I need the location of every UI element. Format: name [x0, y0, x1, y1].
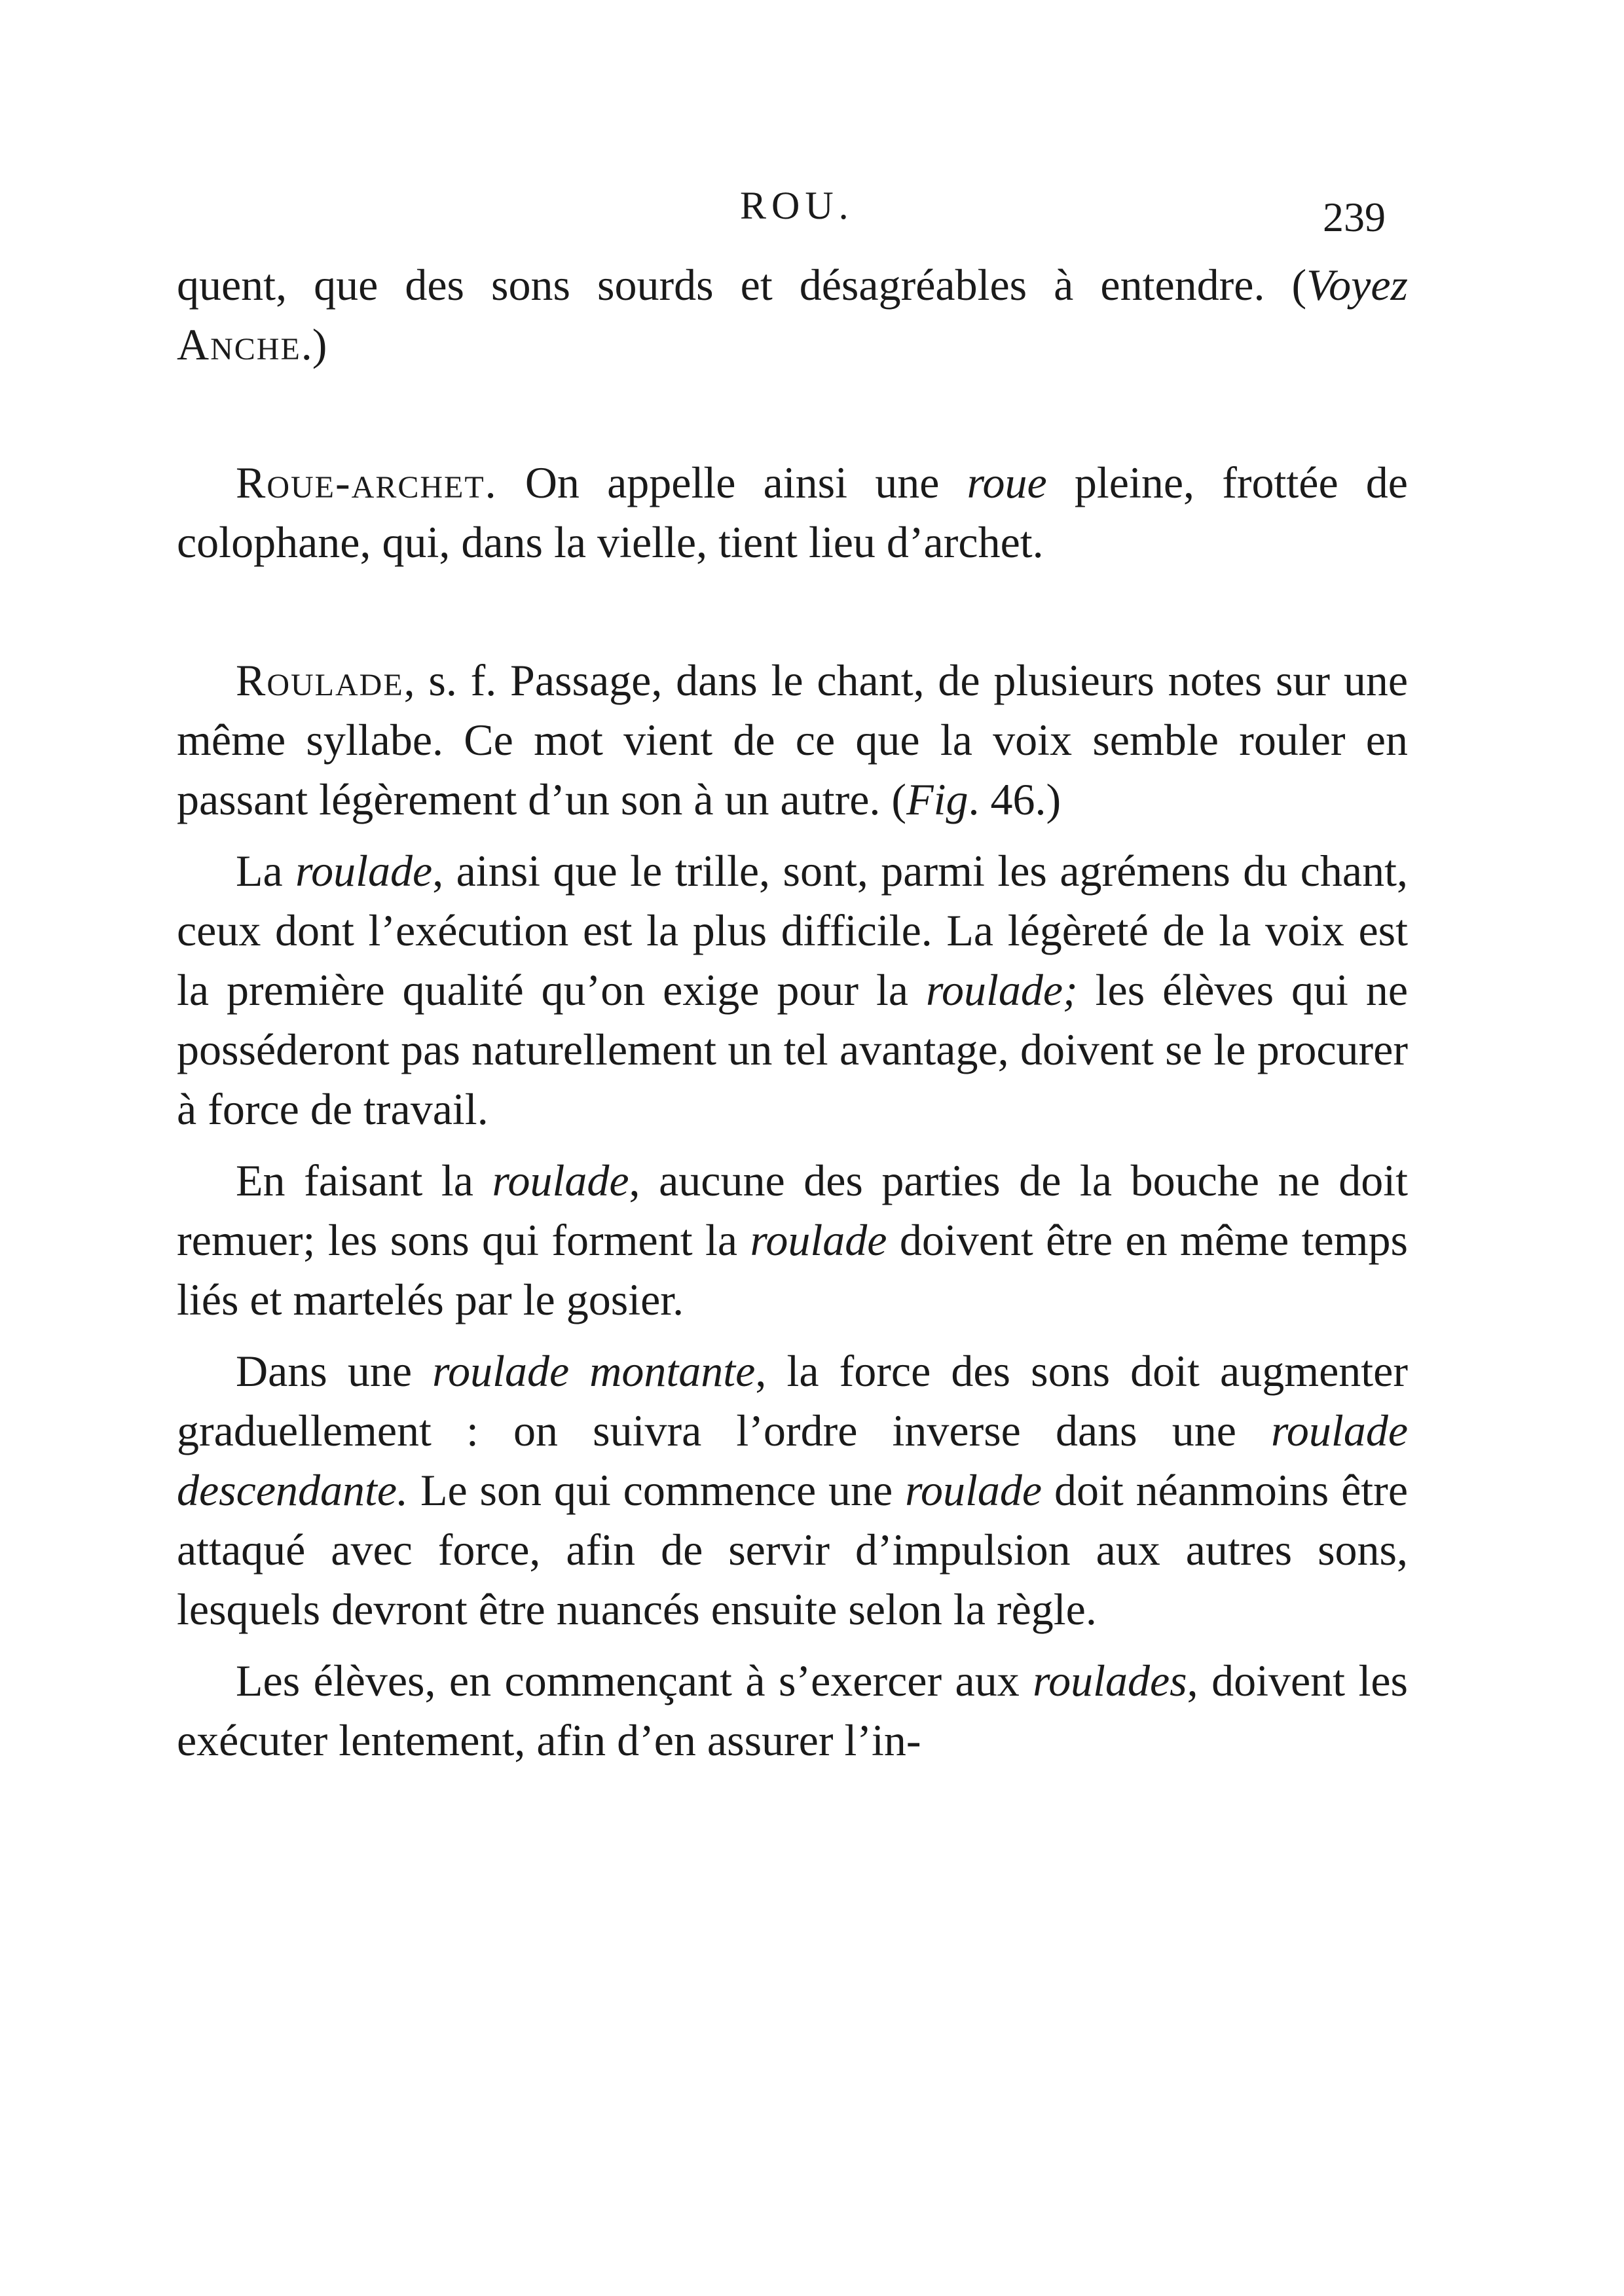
paragraph-continuation [177, 255, 1408, 374]
text-run: En faisant la [236, 1156, 492, 1205]
text-run: , s. f. Passage, dans le chant, de plusieurs notes sur une même syllabe. Ce mot vient de ce que la voix semble rouler en passant légèrement d’un son à un autre. ( [177, 655, 1408, 824]
text-run: La [236, 846, 296, 896]
italic-voyez: Voyez [1306, 260, 1408, 310]
text-run: doit néanmoins être attaqué avec force, afin de servir d’impulsion aux autres sons, lesquels devront être nuancés ensuite selon la règle. [177, 1465, 1408, 1634]
text-run: , aucune des parties de la bouche ne doit remuer; les sons qui forment la [177, 1156, 1408, 1265]
paragraph-roulade-direction [177, 1341, 1408, 1639]
headword-roulade: Roulade [236, 655, 404, 705]
italic-fig: Fig [906, 774, 969, 824]
paragraph-roulade-practice [177, 1651, 1408, 1770]
italic-term: roulades [1033, 1656, 1187, 1705]
headword-roue-archet: Roue-archet. [236, 458, 498, 507]
italic-term: roulade descendante. [177, 1406, 1408, 1515]
body-text [177, 255, 1408, 1770]
text-run: Dans une [236, 1346, 433, 1396]
paragraph-roulade-difficulty [177, 841, 1408, 1139]
italic-term: roulade montante [432, 1346, 756, 1396]
text-run: pleine, frottée de colophane, qui, dans la vielle, tient lieu d’archet. [177, 458, 1408, 567]
text-run: doivent être en même temps liés et martelés par le gosier. [177, 1215, 1408, 1324]
text-run: Les élèves, en commençant à s’exercer aux [236, 1656, 1033, 1705]
text-run: Le son qui commence une [408, 1465, 906, 1515]
text-run: , ainsi que le trille, sont, parmi les agrémens du chant, ceux dont l’exécution est la plus difficile. La légèreté de la voix est la première qualité qu’on exige pour la [177, 846, 1409, 1015]
italic-roue: roue [967, 458, 1047, 507]
italic-term: roulade [492, 1156, 629, 1205]
page-number: 239 [1323, 194, 1386, 240]
italic-term: roulade [750, 1215, 887, 1265]
text-run: . 46.) [968, 774, 1061, 824]
running-head: ROU. [740, 184, 854, 227]
text-run: quent, que des sons sourds et désagréables à entendre. ( [177, 260, 1307, 310]
italic-term: roulade; [926, 965, 1078, 1015]
text-run: , la force des sons doit augmenter graduellement : on suivra l’ordre inverse dans une [177, 1346, 1409, 1455]
text-run: les élèves qui ne posséderont pas naturellement un tel avantage, doivent se le procurer à force de travail. [177, 965, 1409, 1134]
text-run: , doivent les exécuter lentement, afin d’en assurer l’in- [177, 1656, 1408, 1765]
paragraph-roulade-mouth [177, 1151, 1408, 1330]
text-run: .) [301, 319, 327, 369]
italic-term: roulade [905, 1465, 1043, 1515]
cross-reference-anche: Anche [177, 319, 301, 369]
italic-term: roulade [295, 846, 433, 896]
entry-roue-archet [177, 453, 1408, 572]
text-run: On appelle ainsi une [497, 458, 967, 507]
entry-roulade [177, 651, 1408, 829]
